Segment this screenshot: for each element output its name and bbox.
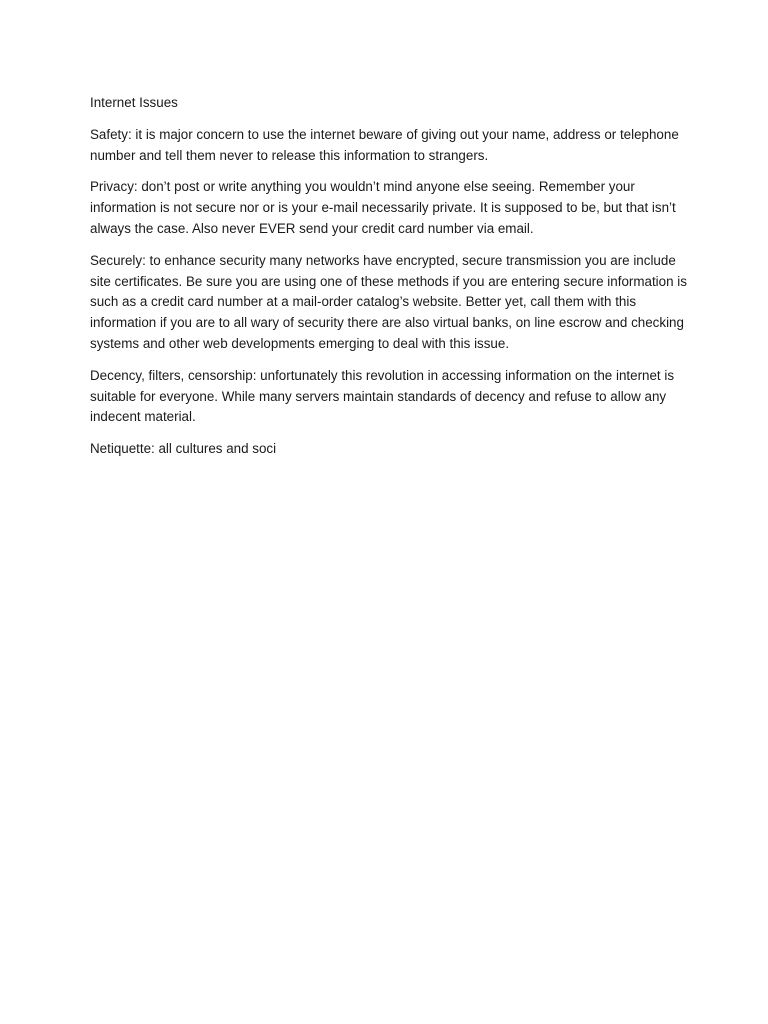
paragraph-safety: Safety: it is major concern to use the internet beware of giving out your name, address or telephone number and tell them never to release this information to strangers. <box>90 126 679 163</box>
document-title: Internet Issues <box>90 95 178 110</box>
paragraph-decency: Decency, filters, censorship: unfortunately this revolution in accessing information on the internet is suitable for everyone. While many servers maintain standards of decency and refuse to allow any indecent material. <box>90 367 675 425</box>
paragraph-privacy: Privacy: don’t post or write anything you wouldn’t mind anyone else seeing. Remember your information is not secure nor or is your e-mail necessarily private. It is supposed to be, but that isn’t always the case. Also never EVER send your credit card number via email. <box>90 179 676 236</box>
paragraph-netiquette: Netiquette: all cultures and soci <box>90 441 277 457</box>
paragraph-security: Securely: to enhance security many networks have encrypted, secure transmission you are include site certificates. Be sure you are using one of these methods if you are entering secure information is such as a credit card number at a mail-order catalog’s website. Better yet, call them with this information if you are to all wary of security there are also virtual banks, on line escrow and checking systems and other web developments emerging to deal with this issue. <box>90 252 687 351</box>
document-body <box>90 93 690 471</box>
